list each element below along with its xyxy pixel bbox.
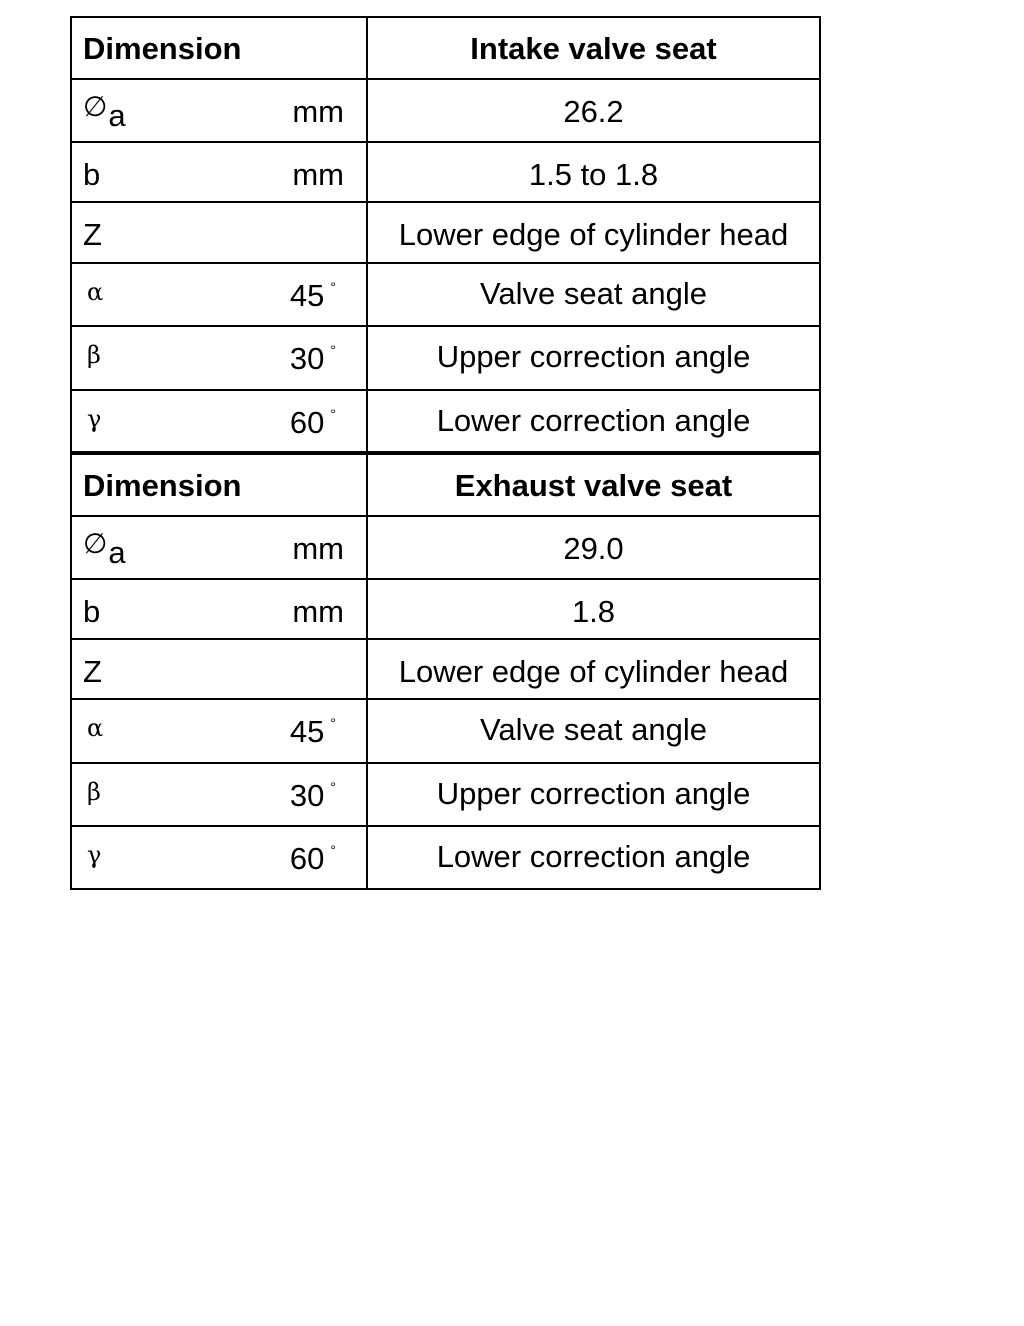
value-cell: 1.5 to 1.8 <box>367 142 820 202</box>
degree-symbol: ° <box>330 342 336 358</box>
dimension-cell <box>71 699 367 763</box>
beta-symbol: β <box>87 778 101 806</box>
value-cell: Lower correction angle <box>367 390 820 453</box>
value-cell: Valve seat angle <box>367 699 820 763</box>
beta-symbol: β <box>87 341 101 369</box>
table-row <box>71 699 820 763</box>
table-row <box>71 202 820 263</box>
table-row <box>71 326 820 390</box>
table-row <box>71 516 820 579</box>
degree-symbol: ° <box>330 715 336 731</box>
intake-title-header: Intake valve seat <box>367 17 820 79</box>
table-row <box>71 579 820 639</box>
angle-value <box>290 407 336 438</box>
alpha-symbol: α <box>87 714 104 742</box>
valve-seat-dimensions-table <box>70 16 821 890</box>
value-cell: 26.2 <box>367 79 820 142</box>
table-row <box>71 79 820 142</box>
dimension-cell <box>71 326 367 390</box>
value-cell: Lower correction angle <box>367 826 820 889</box>
dimension-cell <box>71 263 367 326</box>
dimension-cell <box>71 639 367 699</box>
dimension-cell <box>71 763 367 826</box>
angle-number: 45 <box>289 278 325 313</box>
value-cell: Lower edge of cylinder head <box>367 639 820 699</box>
angle-value <box>290 780 336 811</box>
value-cell: Upper correction angle <box>367 326 820 390</box>
dimension-cell <box>71 79 367 142</box>
dimension-cell <box>71 142 367 202</box>
dimension-symbol: Z <box>83 654 102 689</box>
dimension-symbol: Z <box>83 217 102 252</box>
unit-label: mm <box>292 94 344 129</box>
dimension-symbol: b <box>83 157 101 192</box>
value-cell: 29.0 <box>367 516 820 579</box>
angle-number: 60 <box>289 405 325 440</box>
angle-number: 30 <box>289 778 325 813</box>
degree-symbol: ° <box>330 279 336 295</box>
value-cell: 1.8 <box>367 579 820 639</box>
intake-header-row <box>71 17 820 79</box>
table-row <box>71 826 820 889</box>
gamma-symbol: γ <box>87 841 102 869</box>
angle-number: 45 <box>289 714 325 749</box>
value-cell: Lower edge of cylinder head <box>367 202 820 263</box>
table-row <box>71 390 820 453</box>
value-cell: Valve seat angle <box>367 263 820 326</box>
dimension-cell <box>71 390 367 453</box>
table-row <box>71 142 820 202</box>
angle-value <box>290 716 336 747</box>
exhaust-header-row <box>71 453 820 516</box>
table-row <box>71 763 820 826</box>
degree-symbol: ° <box>330 842 336 858</box>
angle-number: 30 <box>289 341 325 376</box>
degree-symbol: ° <box>330 406 336 422</box>
angle-number: 60 <box>289 841 325 876</box>
diameter-subscript: a <box>108 535 126 570</box>
gamma-symbol: γ <box>87 405 102 433</box>
degree-symbol: ° <box>330 779 336 795</box>
unit-label: mm <box>292 531 344 566</box>
dimension-cell <box>71 202 367 263</box>
angle-value <box>290 343 336 374</box>
unit-label: mm <box>292 157 344 192</box>
dimension-cell <box>71 826 367 889</box>
value-cell: Upper correction angle <box>367 763 820 826</box>
angle-value <box>290 280 336 311</box>
diameter-symbol: ∅ <box>83 90 108 123</box>
angle-value <box>290 843 336 874</box>
table-row <box>71 639 820 699</box>
dimension-cell <box>71 516 367 579</box>
alpha-symbol: α <box>87 278 104 306</box>
dimension-cell <box>71 579 367 639</box>
exhaust-dimension-header: Dimension <box>71 453 367 516</box>
diameter-symbol: ∅ <box>83 527 108 560</box>
intake-dimension-header: Dimension <box>71 17 367 79</box>
diameter-subscript: a <box>108 98 126 133</box>
exhaust-title-header: Exhaust valve seat <box>367 453 820 516</box>
dimension-symbol: b <box>83 594 101 629</box>
table-row <box>71 263 820 326</box>
unit-label: mm <box>292 594 344 629</box>
